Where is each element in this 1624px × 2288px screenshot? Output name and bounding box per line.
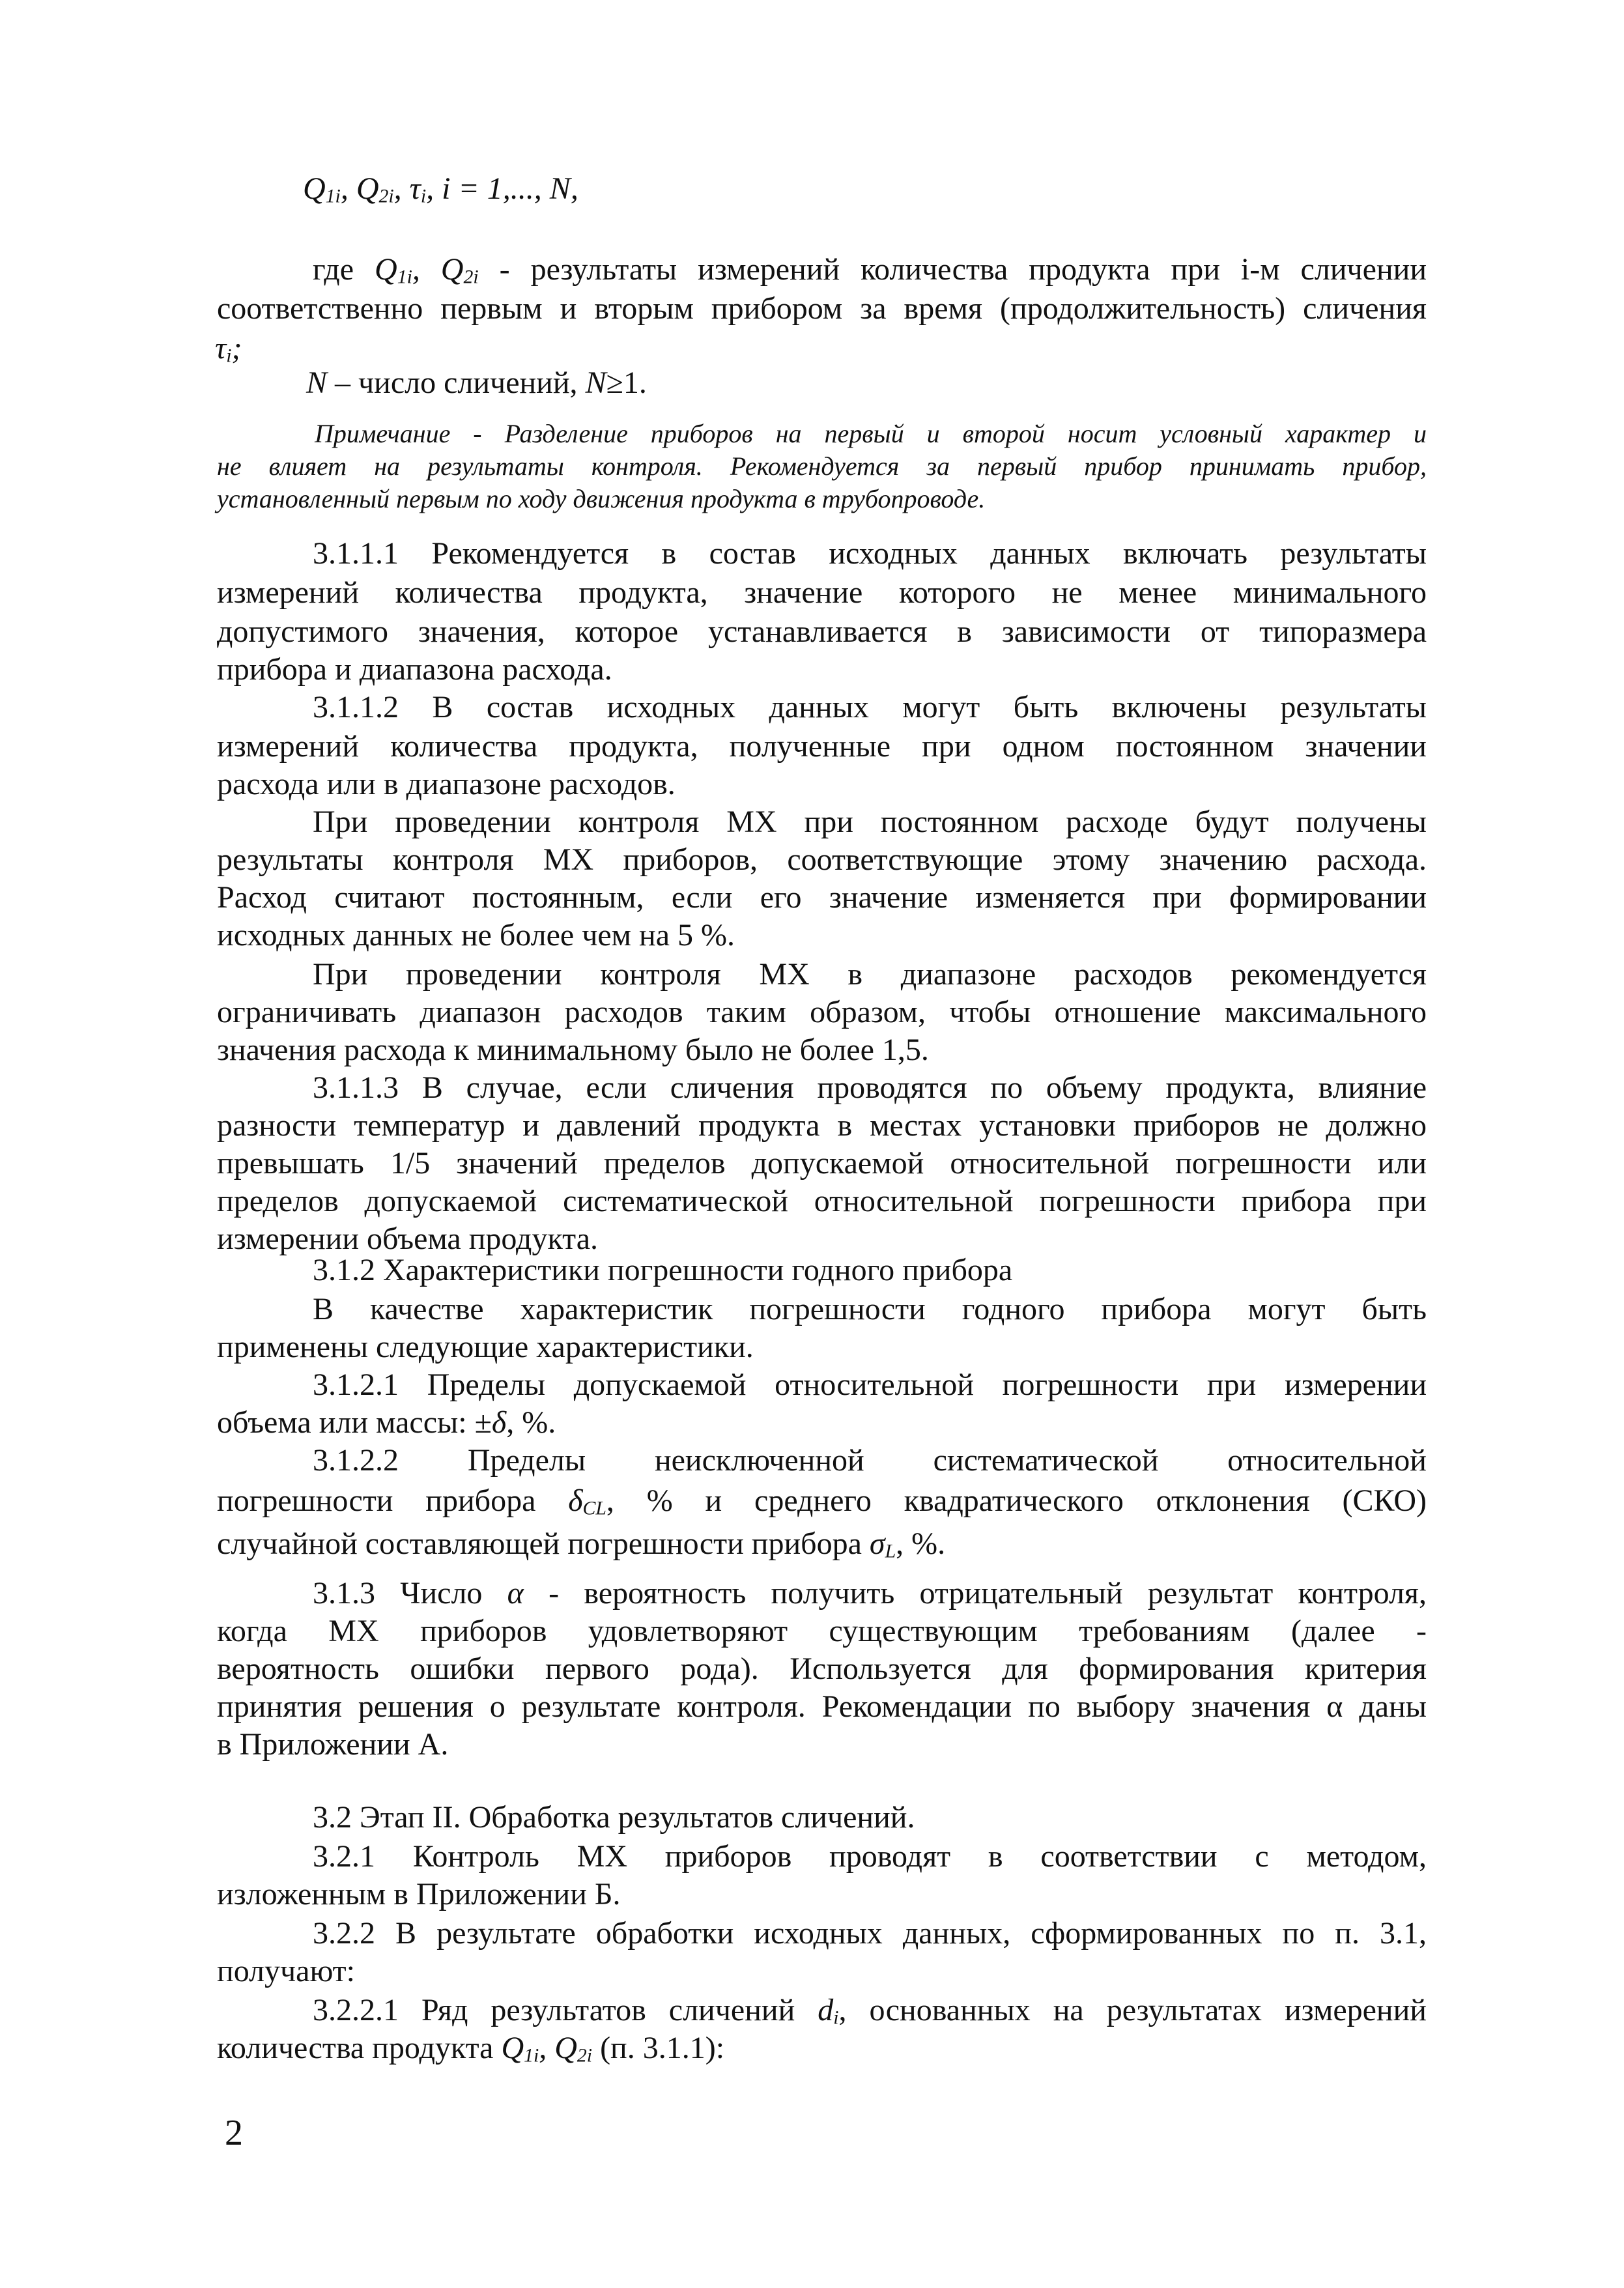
page-number: 2 xyxy=(225,2113,243,2153)
p3113-line-4: пределов допускаемой систематической относительной погрешности прибора при xyxy=(217,1184,1427,1218)
p3221-line-1: 3.2.2.1 Ряд результатов сличений $d_i$, основанных на результатах измерений xyxy=(313,1993,1427,2029)
p3111-line-1: 3.1.1.1 Рекомендуется в состав исходных данных включать результаты xyxy=(313,536,1427,571)
p313-line-4: принятия решения о результате контроля. Рекомендации по выбору значения α даны xyxy=(217,1689,1427,1724)
p313-line-5: в Приложении А. xyxy=(217,1727,449,1762)
p313-line-3: вероятность ошибки первого рода). Используется для формирования критерия xyxy=(217,1652,1427,1686)
p3121-line-2: объема или массы: ±δ, %. xyxy=(217,1405,556,1440)
where-line-2: соответственно первым и вторым прибором за время (продолжительность) сличения xyxy=(217,291,1427,326)
pconst-line-3: Расход считают постоянным, если его значение изменяется при формировании xyxy=(217,880,1427,915)
p312-line-2: применены следующие характеристики. xyxy=(217,1330,754,1364)
p3113-line-1: 3.1.1.3 В случае, если сличения проводятся по объему продукта, влияние xyxy=(313,1070,1427,1105)
note-line-3: установленный первым по ходу движения продукта в трубопроводе. xyxy=(217,484,986,513)
p3221-line-2: количества продукта $Q_{1i}$, $Q_{2i}$ (п. 3.1.1): xyxy=(217,2031,725,2066)
p3113-line-5: измерении объема продукта. xyxy=(217,1222,598,1256)
p321-line-1: 3.2.1 Контроль МХ приборов проводят в соответствии с методом, xyxy=(313,1839,1427,1874)
p3112-line-2: измерений количества продукта, полученные при одном постоянном значении xyxy=(217,729,1427,764)
p3122-line-3: случайной составляющей погрешности прибора $\sigma_L$, %. xyxy=(217,1526,946,1562)
p322-line-1: 3.2.2 В результате обработки исходных данных, сформированных по п. 3.1, xyxy=(313,1916,1427,1951)
pconst-line-4: исходных данных не более чем на 5 %. xyxy=(217,918,735,952)
p3111-line-2: измерений количества продукта, значение которого не менее минимального xyxy=(217,575,1427,610)
p3112-line-3: расхода или в диапазоне расходов. xyxy=(217,767,676,801)
p3111-line-3: допустимого значения, которое устанавливается в зависимости от типоразмера xyxy=(217,614,1427,649)
p3122-line-2: погрешности прибора $\delta_{CL}$, % и среднего квадратического отклонения (СКО) xyxy=(217,1483,1427,1519)
note-line-2: не влияет на результаты контроля. Рекомендуется за первый прибор принимать прибор, xyxy=(217,451,1427,481)
p313-line-2: когда МХ приборов удовлетворяют существующим требованиям (далее - xyxy=(217,1614,1427,1648)
prange-line-2: ограничивать диапазон расходов таким образом, чтобы отношение максимального xyxy=(217,995,1427,1029)
note-line-1: Примечание - Разделение приборов на первый и второй носит условный характер и xyxy=(315,419,1427,448)
p3113-line-2: разности температур и давлений продукта в местах установки приборов не должно xyxy=(217,1108,1427,1143)
p312-line-1: В качестве характеристик погрешности годного прибора могут быть xyxy=(313,1292,1427,1326)
p3121-line-1: 3.1.2.1 Пределы допускаемой относительной погрешности при измерении xyxy=(313,1367,1427,1402)
where-line-1: где $Q_{1i}$, $Q_{2i}$ - результаты измерений количества продукта при i-м сличении xyxy=(313,252,1427,288)
p3113-line-3: превышать 1/5 значений пределов допускаемой относительной погрешности или xyxy=(217,1146,1427,1180)
pconst-line-1: При проведении контроля МХ при постоянном расходе будут получены xyxy=(313,805,1427,839)
p312-heading: 3.1.2 Характеристики погрешности годного прибора xyxy=(313,1253,1013,1287)
p322-line-2: получают: xyxy=(217,1954,355,1988)
p3122-line-1: 3.1.2.2 Пределы неисключенной систематической относительной xyxy=(313,1443,1427,1478)
p3111-line-4: прибора и диапазона расхода. xyxy=(217,652,612,687)
p32-heading: 3.2 Этап II. Обработка результатов сличений. xyxy=(313,1800,915,1835)
p313-line-1: 3.1.3 Число α - вероятность получить отрицательный результат контроля, xyxy=(313,1576,1427,1610)
prange-line-1: При проведении контроля МХ в диапазоне расходов рекомендуется xyxy=(313,957,1427,992)
p321-line-2: изложенным в Приложении Б. xyxy=(217,1877,621,1911)
n-count-line: N – число сличений, N≥1. xyxy=(306,365,647,400)
where-line-3: $\tau_i$; xyxy=(215,331,242,367)
prange-line-3: значения расхода к минимальному было не более 1,5. xyxy=(217,1033,929,1067)
p3112-line-1: 3.1.1.2 В состав исходных данных могут быть включены результаты xyxy=(313,690,1427,724)
formula-variables: $Q_{1i}$, $Q_{2i}$, $\tau_i$, i = 1,..., N, xyxy=(303,171,578,207)
where-vars: $Q_{1i}$, $Q_{2i}$ xyxy=(375,252,479,288)
pconst-line-2: результаты контроля МХ приборов, соответствующие этому значению расхода. xyxy=(217,842,1427,877)
